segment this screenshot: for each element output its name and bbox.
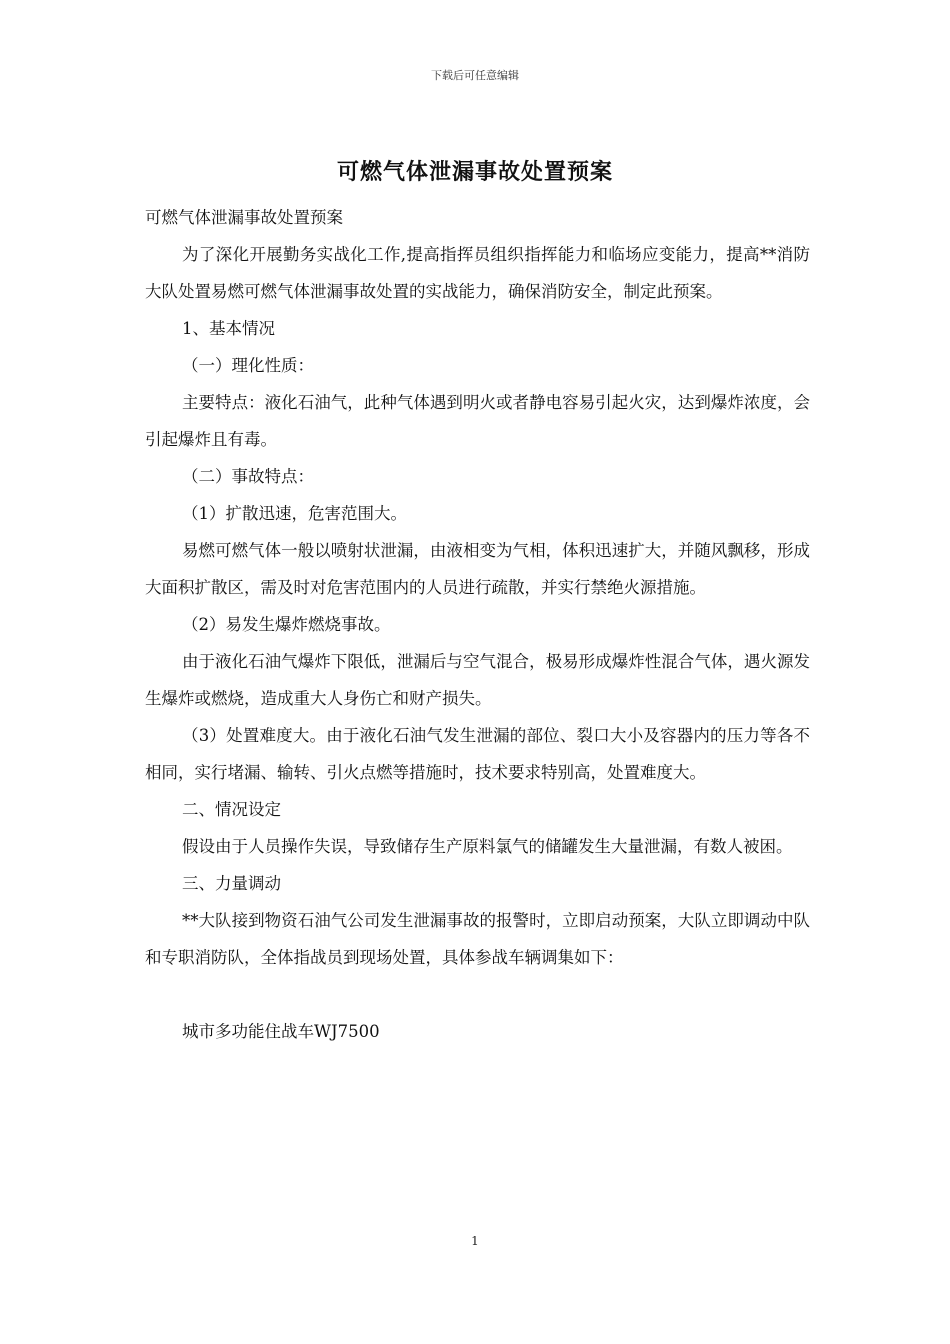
spacer [145,976,810,1013]
paragraph-subtitle: 可燃气体泄漏事故处置预案 [145,208,343,227]
section-heading-basic: 1、基本情况 [182,319,275,338]
paragraph-explosion: 由于液化石油气爆炸下限低，泄漏后与空气混合，极易形成爆炸性混合气体，遇火源发生爆炸或燃烧，造成重大人身伤亡和财产损失。 [145,652,810,708]
page-number: 1 [471,1234,479,1248]
item-heading-2: （2）易发生爆炸燃烧事故。 [182,615,391,634]
document-title: 可燃气体泄漏事故处置预案 [336,159,613,185]
paragraph-forces: **大队接到物资石油气公司发生泄漏事故的报警时，立即启动预案，大队立即调动中队和专职消防队，全体指战员到现场处置，具体参战车辆调集如下： [145,911,810,967]
paragraph-vehicle: 城市多功能住战车WJ7500 [182,1022,380,1041]
paragraph-diffusion: 易燃可燃气体一般以喷射状泄漏，由液相变为气相，体积迅速扩大，并随风飘移，形成大面积扩散区，需及时对危害范围内的人员进行疏散，并实行禁绝火源措施。 [145,541,810,597]
subheading-accident: （二）事故特点： [182,467,314,486]
item-heading-1: （1）扩散迅速，危害范围大。 [182,504,407,523]
paragraph-intro: 为了深化开展勤务实战化工作,提高指挥员组织指挥能力和临场应变能力，提高**消防大队处置易燃可燃气体泄漏事故处置的实战能力，确保消防安全，制定此预案。 [145,245,810,301]
document-body [145,199,810,1050]
subheading-properties: （一）理化性质： [182,356,314,375]
page-header: 下载后可任意编辑 [431,69,519,82]
paragraph-difficulty: （3）处置难度大。由于液化石油气发生泄漏的部位、裂口大小及容器内的压力等各不相同，实行堵漏、输转、引火点燃等措施时，技术要求特别高，处置难度大。 [145,726,810,782]
section-heading-scenario: 二、情况设定 [182,800,281,819]
paragraph-scenario: 假设由于人员操作失误，导致储存生产原料氯气的储罐发生大量泄漏，有数人被困。 [182,837,793,856]
section-heading-forces: 三、力量调动 [182,874,281,893]
paragraph-features: 主要特点：液化石油气，此种气体遇到明火或者静电容易引起火灾，达到爆炸浓度，会引起爆炸且有毒。 [145,393,810,449]
